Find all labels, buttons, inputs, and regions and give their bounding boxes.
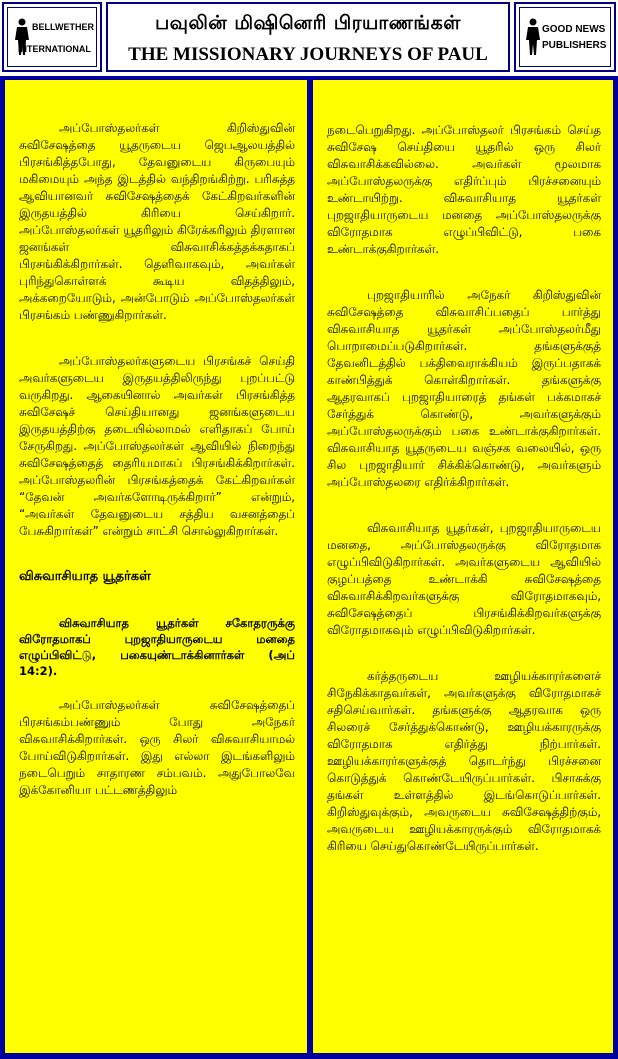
logo-line-1: BELLWETHER	[32, 22, 94, 32]
page-title-english: THE MISSIONARY JOURNEYS OF PAUL	[128, 44, 488, 65]
paragraph: புறஜாதியாரில் அநேகர் கிறிஸ்துவின் சுவிசேஷத்தை விசுவாசிப்பதைப் பார்த்து விசுவாசியாத யூதர்கள் அப்போஸ்தலர்மீது பொறாமைப்படுகிறார்கள். தங்களுக்குத் தேவனிடத்தில் பக்திவைராக்கியம் இருப்பதாகக் காண்பித்துக் கொள்கிறார்கள். தங்களுக்கு ஆதரவாகப் புறஜாதியாரைத் தங்கள் பக்கமாகச் சேர்த்துக் கொண்டு, அவர்களுக்கும் அப்போஸ்தலருக்கும் பகை உண்டாக்குகிறார்கள். விசுவாசியாத யூதருடைய வஞ்சக வலையில், ஒரு சில புறஜாதியார் சிக்கிக்கொண்டு, அவர்களும் அப்போஸ்தலரை எதிர்க்கிறார்கள்.	[327, 288, 601, 489]
paragraph: அப்போஸ்தலர்கள் கிறிஸ்துவின் சுவிசேஷத்தை யூதருடைய ஜெபஆலயத்தில் பிரசங்கித்தபோது, தேவனுடைய கிருபையும் மகிமையும் அந்த இடத்தில் வந்திறங்கிற்று. பரிசுத்த ஆவியானவர் சுவிசேஷத்தைக் கேட்கிறவர்களின் இருதயத்தில் கிரியை செய்கிறார். அப்போஸ்தலர்கள் யூதரிலும் கிரேக்கரிலும் திரளான ஜனங்கள் விசுவாசிக்கத்தக்கதாகப் பிரசங்கிக்கிறார்கள். தெளிவாகவும், அவர்கள் புரிந்துகொள்ளக் கூடிய விதத்திலும், அக்கறையோடும், அன்போடும் அப்போஸ்தலர்கள் பிரசங்கம் பண்ணுகிறார்கள்.	[19, 121, 295, 322]
good-news-logo	[514, 2, 616, 72]
right-column	[313, 80, 613, 1053]
logo-line-2: INTERNATIONAL	[18, 44, 91, 54]
left-column	[5, 80, 307, 1053]
section-heading: விசுவாசியாத யூதர்கள்	[19, 569, 151, 584]
paragraph: அப்போஸ்தலர்களுடைய பிரசங்கச் செய்தி அவர்களுடைய இருதயத்திலிருந்து புறப்பட்டு வருகிறது. ஆகையினால் அவர்கள் பிரசங்கித்த சுவிசேஷச் செய்தியானது ஜனங்களுடைய இருதயத்திற்கு தடையில்லாமல் எளிதாகப் போய் சேருகிறது. அப்போஸ்தலர்கள் ஆவியில் நிறைந்து சுவிசேஷத்தைத் தைரியமாகப் பிரசங்கிக்கிறார்கள். அப்போஸ்தலரின் பிரசங்கத்தைக் கேட்கிறவர்கள் “தேவன் அவர்களோடிருக்கிறார்” என்றும், “அவர்கள் தேவனுடைய சத்திய வசனத்தைப் பேசுகிறார்கள்” என்றும் சாட்சி சொல்லுகிறார்கள்.	[19, 354, 295, 538]
scripture-verse: விசுவாசியாத யூதர்கள் சகோதரருக்கு விரோதமாகப் புறஜாதியாருடைய மனதை எழுப்பிவிட்டு, பகையுண்டாக்கினார்கள் (அப் 14:2).	[19, 616, 295, 678]
figure-icon	[524, 18, 542, 56]
paragraph: விசுவாசியாத யூதர்கள், புறஜாதியாருடைய மனதை, அப்போஸ்தலருக்கு விரோதமாக எழுப்பிவிடுகிறார்கள். அவர்களுடைய ஆவியில் குழப்பத்தை உண்டாக்கி சுவிசேஷத்தை விசுவாசிக்கிறவர்களுக்கு விரோதமாகவும், சுவிசேஷத்தைப் பிரசங்கிக்கிறவர்களுக்கு விரோதமாகவும் எழுப்பிவிடுகிறார்கள்.	[327, 521, 601, 637]
article-frame	[0, 76, 618, 1059]
logo-line-2: PUBLISHERS	[542, 40, 607, 51]
paragraph: நடைபெறுகிறது. அப்போஸ்தலர் பிரசங்கம் செய்த சுவிசேஷ செய்தியை யூதரில் ஒரு சிலர் விசுவாசிக்கவில்லை. அவர்கள் மூலமாக அப்போஸ்தலருக்கு எதிர்ப்பும் பிரச்சனையும் உண்டாயிற்று. விசுவாசியாத யூதர்கள் புறஜாதியாருடைய மனதை அப்போஸ்தலருக்கு விரோதமாக எழுப்பிவிட்டு, பகை உண்டாக்குகிறார்கள்.	[327, 123, 601, 256]
paragraph: அப்போஸ்தலர்கள் சுவிசேஷத்தைப் பிரசங்கம்பண்ணும் போது அநேகர் விசுவாசிக்கிறார்கள். ஒரு சிலர் விசுவாசியாமல் போய்விடுகிறார்கள். இது எல்லா இடங்களிலும் நடைபெறும் சாதாரண சம்பவம். அதுபோலவே இக்கோனியா பட்டணத்திலும்	[19, 698, 295, 797]
logo-line-1: GOOD NEWS	[542, 24, 606, 35]
page-title-tamil: பவுலின் மிஷினெரி பிரயாணங்கள்	[155, 12, 461, 34]
paragraph: கர்த்தருடைய ஊழியக்காரர்களைச் சிநேகிக்காதவர்கள், அவர்களுக்கு விரோதமாகச் சதிசெய்வார்கள். தங்களுக்கு ஆதரவாக ஒரு சிலரைச் சேர்த்துக்கொண்டு, ஊழியக்காரருக்கு விரோதமாக எதிர்த்து நிற்பார்கள். ஊழியக்காரர்களுக்குத் தொடர்ந்து பிரச்சனை கொடுத்துக் கொண்டேயிருப்பார்கள். பிசாசுக்கு தங்கள் உள்ளத்தில் இடங்கொடுப்பார்கள். கிறிஸ்துவுக்கும், அவருடைய சுவிசேஷத்திற்கும், அவருடைய ஊழியக்காரருக்கும் விரோதமாகக் கிரியை செய்துகொண்டேயிருப்பார்கள்.	[327, 669, 601, 853]
title-box	[106, 2, 510, 72]
bellwether-logo	[2, 2, 102, 72]
page-header	[0, 0, 618, 76]
